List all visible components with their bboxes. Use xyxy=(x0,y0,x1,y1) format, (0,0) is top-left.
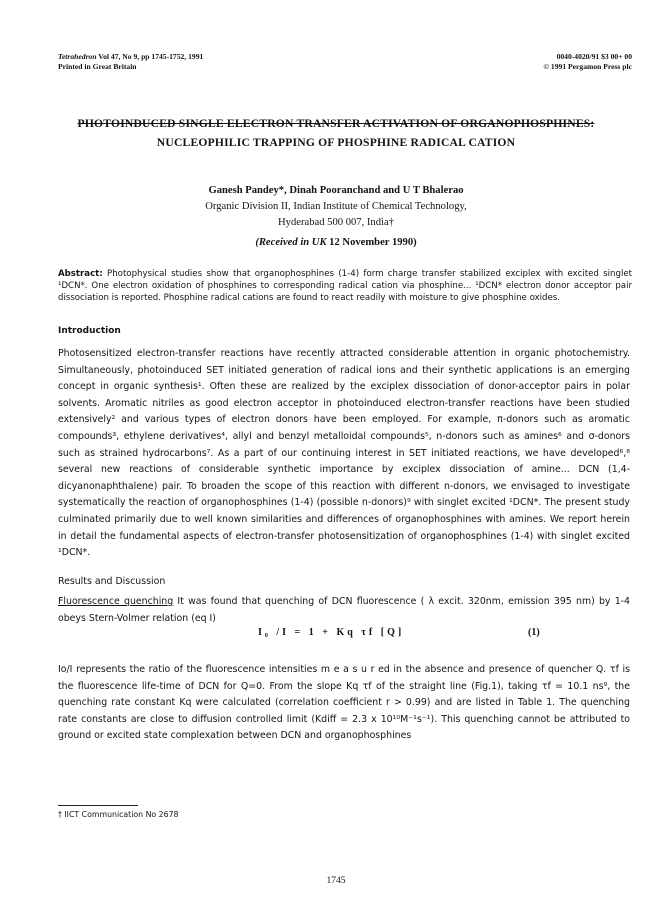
journal-header-right xyxy=(543,52,632,72)
equation-number: (1) xyxy=(528,627,540,638)
equation-expression: I₀ /I = 1 + Kq τf [Q] xyxy=(258,627,405,638)
received-label: (Received in UK xyxy=(255,237,330,248)
affiliation-line-1: Organic Division II, Indian Institute of Chemical Technology, xyxy=(205,201,467,212)
journal-name: Tetrahedron xyxy=(58,52,97,61)
footnote: † IICT Communication No 2678 xyxy=(58,810,179,819)
footnote-rule xyxy=(58,805,138,806)
received-date xyxy=(40,235,632,251)
results-paragraph-1-text: It was found that quenching of DCN fluorescence ( λ excit. 320nm, emission 395 nm) by 1-4 obeys Stern-Volmer relation (eq I) xyxy=(58,596,631,624)
section-heading-introduction: Introduction xyxy=(58,326,121,336)
results-paragraph-2-text: Io/I represents the ratio of the fluorescence intensities m e a s u r ed in the absence and presence of quencher Q. τf is the fluorescence life-time of DCN for Q=0. From the slope Kq τf of the straight line (Fig.1), taking τf = 10.1 ns⁹, the quenching rate constant Kq were calculated (correlation coefficient r > 0.99) and are listed in Table 1. The quenching rate constants are close to diffusion controlled limit (Kdiff = 2.3 x 10¹⁰M⁻¹s⁻¹). This quenching cannot be attributed to ground or excited state complexation between DCN and organophosphines xyxy=(58,664,630,742)
printed-in: Printed in Great Britain xyxy=(58,62,137,71)
introduction-paragraph xyxy=(58,346,630,562)
title-line-2: NUCLEOPHILIC TRAPPING OF PHOSPHINE RADICAL CATION xyxy=(156,136,516,149)
results-paragraph-2 xyxy=(58,662,630,745)
affiliation-line-2: Hyderabad 500 007, India† xyxy=(278,217,394,228)
journal-header-left xyxy=(58,52,203,72)
results-paragraph-1 xyxy=(58,594,630,627)
section-heading-results: Results and Discussion xyxy=(58,576,166,587)
paper-title xyxy=(40,117,632,149)
title-line-1: PHOTOINDUCED SINGLE ELECTRON TRANSFER ACTIVATION OF ORGANOPHOSPHINES: xyxy=(77,117,595,130)
volume-issue: Vol 47, No 9, pp 1745-1752, 1991 xyxy=(96,52,204,61)
publisher-copyright: © 1991 Pergamon Press plc xyxy=(543,62,632,71)
article-code: 0040-4020/91 $3 00+ 00 xyxy=(556,52,632,61)
author-block xyxy=(40,183,632,251)
abstract xyxy=(58,268,632,304)
author-names: Ganesh Pandey*, Dinah Pooranchand and U T Bhalerao xyxy=(208,185,464,196)
introduction-text: Photosensitized electron-transfer reactions have recently attracted considerable attention in organic photochemistry. Simultaneously, photoinduced SET initiated generation of radical ions and their synthetic applications is an emerging concept in organic synthesis¹. Often these are realized by the exciplex dissociation of donor-acceptor pairs in polar solvents. Aromatic nitriles as good electron acceptor in photoinduced electron-transfer reactions have been studied extensively² and various types of electron donors have been employed. For example, π-donors such as aromatic compounds³, ethylene derivatives⁴, allyl and benzyl metalloidal compounds⁵, n-donors such as amines⁶ and σ-donors such as strained hydrocarbons⁷. As a part of our continuing interest in SET initiated reactions, we have developed⁶,⁸ several new reactions of considerable synthetic importance by exciplex dissociation of amine... DCN (1,4-dicyanonaphthalene) pair. To broaden the scope of this reaction with different n-donors, we envisaged to investigate systematically the reaction of organophosphines (1-4) (possible n-donors)⁹ with singlet excited ¹DCN*. The present study culminated primarily due to well known similarities and differences of organophosphines with amines. We report herein in detail the fundamental aspects of electron-transfer photosensitization of organophosphines (1-4) with singlet excited ¹DCN*. xyxy=(58,348,630,559)
abstract-text: Photophysical studies show that organophosphines (1-4) form charge transfer stabilized exciplex with excited singlet ¹DCN*. One electron oxidation of phosphines to corresponding radical cation via phosphine... ¹DCN* electron donor acceptor pair dissociation is reported. Phosphine radical cations are found to react readily with moisture to give phosphine oxides. xyxy=(58,269,632,303)
page-number: 1745 xyxy=(326,876,346,886)
received-date-value: 12 November 1990) xyxy=(329,237,417,248)
fluorescence-quenching-label: Fluorescence quenching xyxy=(58,596,174,607)
abstract-label: Abstract: xyxy=(58,269,103,279)
